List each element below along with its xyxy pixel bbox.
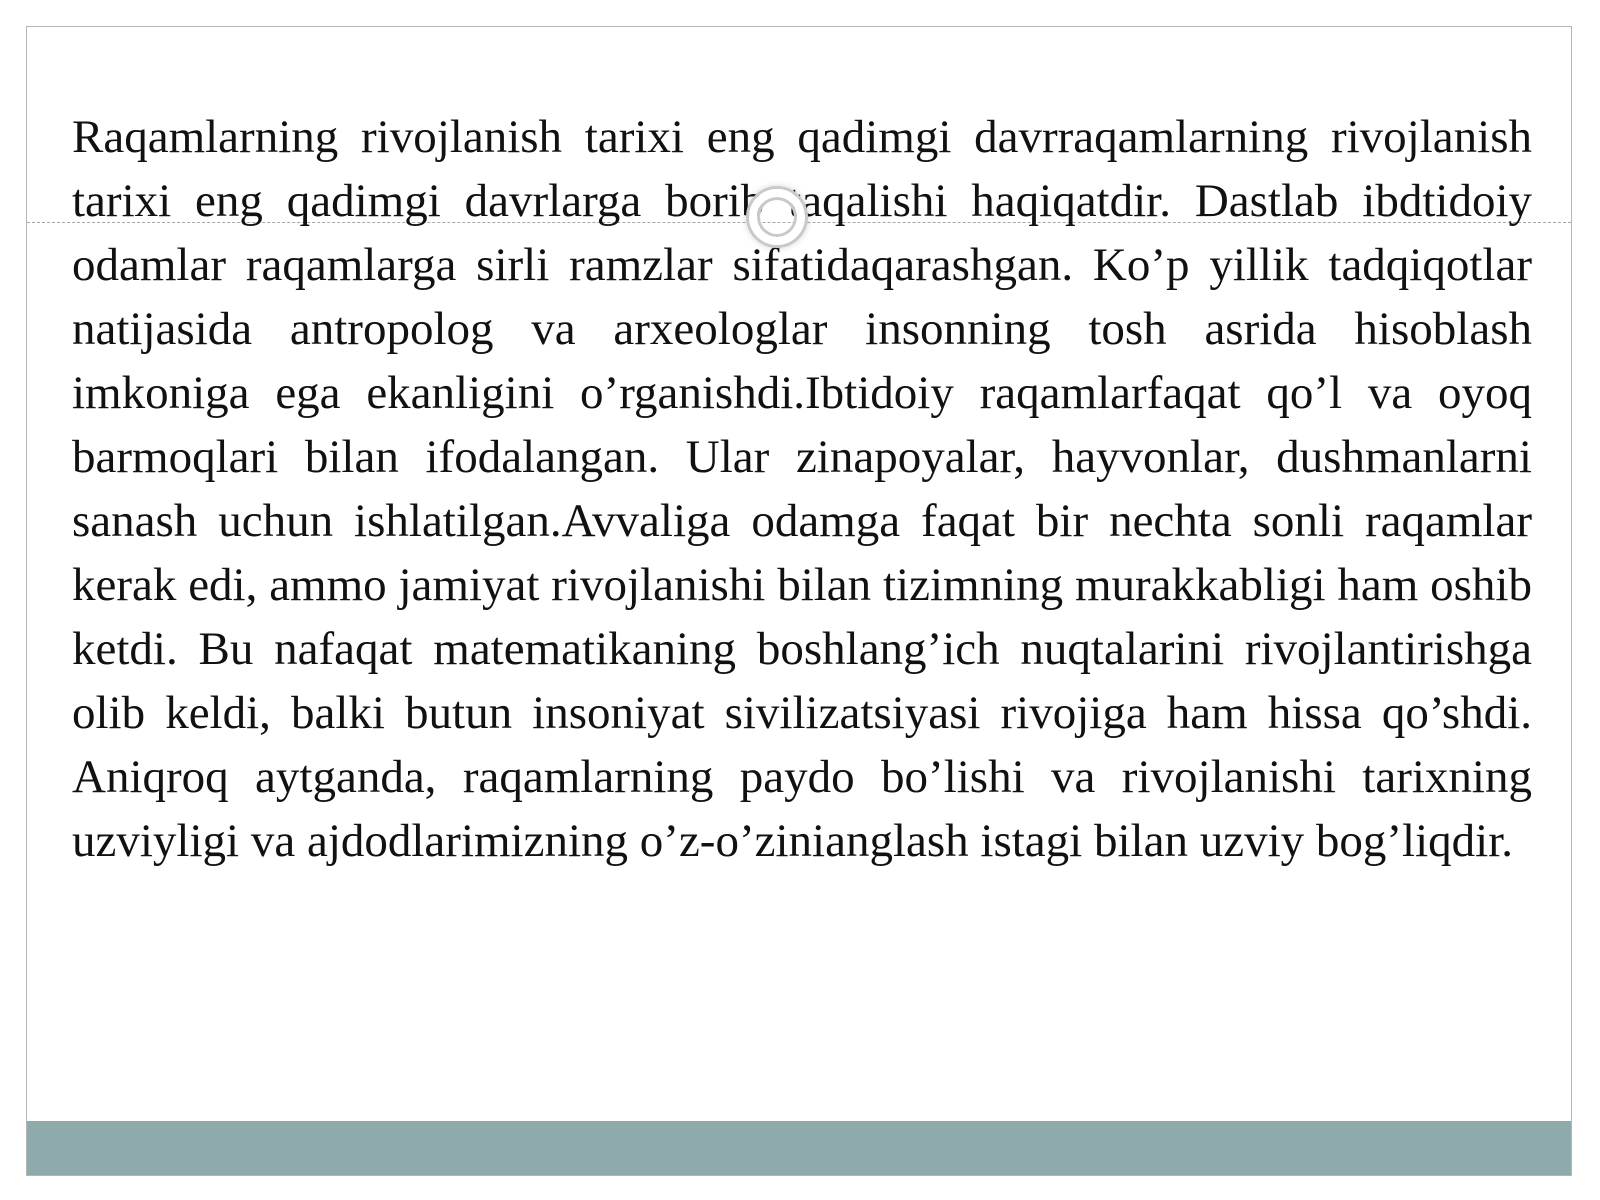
slide-body-text: Raqamlarning rivojlanish tarixi eng qadimgi davrraqamlarning rivojlanish tarixi eng qadimgi davrlarga borib taqalishi haqiqatdir. Dastlab ibdtidoiy odamlar raqamlarga sirli ramzlar sifatidaqarashgan. Ko’p yillik tadqiqotlar natijasida antropolog va arxeologlar insonning tosh asrida hisoblash imkoniga ega ekanligini o’rganishdi.Ibtidoiy raqamlarfaqat qo’l va oyoq barmoqlari bilan ifodalangan. Ular zinapoyalar, hayvonlar, dushmanlarni sanash uchun ishlatilgan.Avvaliga odamga faqat bir nechta sonli raqamlar kerak edi, ammo jamiyat rivojlanishi bilan tizimning murakkabligi ham oshib ketdi. Bu nafaqat matematikaning boshlang’ich nuqtalarini rivojlantirishga olib keldi, balki butun insoniyat sivilizatsiyasi rivojiga ham hissa qo’shdi. Aniqroq aytganda, raqamlarning paydo bo’lishi va rivojlanishi tarixning uzviyligi va ajdodlarimizning o’z-o’zinianglash istagi bilan uzviy bog’liqdir.	[72, 111, 1532, 867]
slide	[26, 26, 1572, 1176]
loading-ring-icon	[749, 189, 805, 245]
footer-bar	[27, 1121, 1571, 1175]
